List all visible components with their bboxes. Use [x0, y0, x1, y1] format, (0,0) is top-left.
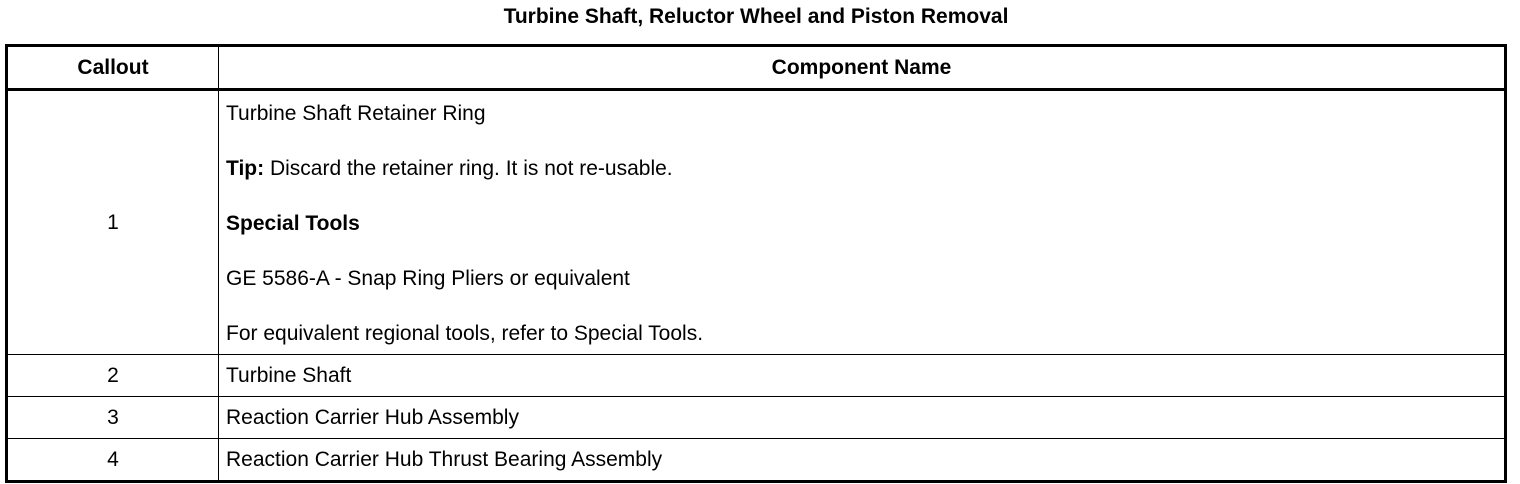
component-name: Reaction Carrier Hub Assembly [219, 397, 1506, 439]
component-name-column-header: Component Name [219, 46, 1506, 90]
table-row [7, 355, 1506, 397]
component-name: Turbine Shaft [219, 355, 1506, 397]
table-row [7, 397, 1506, 439]
callout-number: 4 [7, 439, 219, 482]
special-tools-heading: Special Tools [226, 212, 360, 235]
tip-text: Discard the retainer ring. It is not re-usable. [264, 157, 673, 180]
table-row [7, 90, 1506, 355]
callout-number: 3 [7, 397, 219, 439]
table-row [7, 439, 1506, 482]
component-name: Turbine Shaft Retainer Ring [226, 102, 486, 125]
callout-column-header: Callout [7, 46, 219, 90]
regional-tools-note: For equivalent regional tools, refer to Special Tools. [226, 322, 704, 345]
callout-number: 2 [7, 355, 219, 397]
table-header-row [7, 46, 1506, 90]
callout-table [5, 44, 1507, 483]
component-name: Reaction Carrier Hub Thrust Bearing Assembly [219, 439, 1506, 482]
tip-label: Tip: [226, 157, 265, 180]
tip-note [226, 156, 1504, 182]
special-tool-item: GE 5586-A - Snap Ring Pliers or equivalent [226, 267, 630, 290]
callout-number: 1 [7, 90, 219, 355]
page-title: Turbine Shaft, Reluctor Wheel and Piston Removal [503, 5, 1009, 28]
component-detail-cell [219, 90, 1506, 355]
